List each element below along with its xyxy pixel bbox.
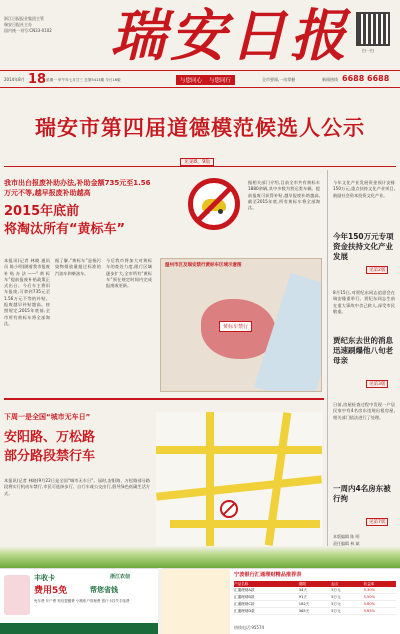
ad-table-cell: 5万元	[331, 588, 341, 592]
sidebar-item2-text: 8月15日,对贾纪东同志追思会在瑞安隆重举行。贾纪东同志生前在重大事故中舍己救人,深受市民敬重。	[333, 290, 395, 314]
sidebar-item2-ref: 见第3版	[366, 380, 388, 388]
ad-table-cell: 34天	[298, 588, 307, 592]
story1-title-2: 将淘汰所有“黄标车”	[4, 222, 126, 237]
ad-left	[0, 568, 158, 634]
no-entry-icon	[220, 500, 238, 518]
story2-title-2: 部分路段禁行车	[4, 449, 96, 464]
sidebar-divider	[327, 170, 328, 550]
ad-table-cell: 汇通理财A款	[234, 588, 255, 592]
ad-right-logo	[162, 569, 230, 634]
sidebar-item1-title: 今年150万元专项资金扶持文化产业发展	[333, 232, 394, 261]
sidebar-item1-ref: 见第2版	[366, 266, 388, 274]
sidebar-item2-title: 贾纪东去世的消息迅速刷爆他八旬老母亲	[333, 336, 393, 365]
ad-left-slogan: 帮您省钱	[90, 586, 118, 594]
ad-right-table	[234, 581, 396, 615]
headline-ref-text: 见第8、9版	[180, 158, 214, 166]
ad-table-cell: 5.30%	[363, 588, 376, 592]
masthead-title: 瑞安日报	[110, 3, 350, 69]
road-diagram	[156, 412, 322, 546]
ad-left-bank: 浙江农信	[110, 574, 131, 580]
main-headline: 瑞安市第四届道德模范候选人公示	[35, 116, 365, 140]
date-prefix: 2014年8月	[4, 77, 25, 82]
slogan-2: 与您同行	[205, 75, 235, 85]
sidebar-item1-text: 今年文化产业发展资金预计安排150万元,重点扶持文化产业项目,鼓励社会资本投资文化产业。	[333, 180, 395, 198]
ad-left-big: 费用5免	[34, 586, 68, 596]
ad-table-col: 起点	[331, 582, 339, 586]
publisher-line: 瑞安日报社主办	[4, 22, 32, 27]
grass-decoration	[0, 546, 400, 568]
ad-table-cell: 5万元	[331, 609, 341, 613]
date-bar	[0, 70, 400, 88]
sidebar-item3-ref: 见第7版	[366, 518, 388, 526]
ad-card-image	[4, 575, 30, 615]
sidebar-item3-text: 日前,房屋检查过程中发现一户居民家中有4名房东违规出租房屋,相关部门依法进行了处理。	[333, 402, 395, 420]
road	[170, 520, 320, 528]
ad-table-row	[234, 608, 396, 615]
ad-right-title: 宁波银行汇通理财精品推荐表	[234, 572, 302, 578]
ad-table-cell: 5.60%	[363, 602, 376, 606]
story1-col1: 本报讯(记者 林晓 通讯员 陈小明)随着我市报废补贴办法——“黄标车”提前报废补贴政策正式出台。今后车主将旧车报废,可拿到735元至1.56万元不等的补贴。报废越早补贴越高。按照规定,2015年底前,全市所有黄标车将全部淘汰。	[4, 258, 50, 326]
map-title: 温州市区及瑞安禁行黄标车区域示意图	[165, 263, 242, 268]
ad-table-row	[234, 601, 396, 608]
story2-title-1: 安阳路、万松路	[4, 430, 96, 445]
ad-left-footer	[0, 623, 158, 634]
publisher-line: 浙江日报报业集团主管	[4, 16, 44, 21]
ad-left-title: 丰收卡	[34, 574, 55, 582]
hotline-label: 新闻热线	[322, 77, 338, 82]
map-badge: 黄标车禁行	[219, 321, 252, 332]
masthead	[0, 0, 400, 92]
headline-page-ref	[180, 148, 240, 165]
slogan-1: 与您同心	[176, 75, 206, 85]
road	[156, 446, 322, 454]
qr-caption: 扫一扫	[362, 48, 374, 53]
divider	[4, 398, 324, 400]
story1-title-1: 2015年底前	[4, 204, 80, 219]
ad-right-hotline: 热线电话:95574	[234, 625, 265, 630]
ad-table-row	[234, 594, 396, 601]
ad-table-cell: 汇通理财B款	[234, 595, 255, 599]
no-yellow-car-icon	[188, 178, 240, 230]
qr-code-icon	[356, 12, 390, 46]
ad-table-col: 收益率	[363, 582, 375, 586]
ad-table-row	[234, 587, 396, 594]
ad-table-cell: 5.50%	[363, 595, 376, 599]
editor-credit: 责任编辑 林 斌	[333, 541, 360, 546]
ad-right	[162, 568, 400, 634]
ad-table-cell: 182天	[298, 602, 310, 606]
story2-body: 本报讯(记者 林晓)9月22日是全国“城市无车日”。届时,安阳路、万松路部分路段将实行机动车禁行,市民可选择步行、自行车或公交出行,倡导绿色低碳生活方式。	[4, 478, 150, 496]
editor-credit: 本版编辑 陈 明	[333, 534, 360, 539]
ad-table-cell: 5万元	[331, 595, 341, 599]
hotline-number: 6688 6688	[342, 74, 390, 83]
story1-kicker: 我市出台报废补助办法,补助金额735元至1.56万元不等,越早报废补助越高	[4, 179, 151, 197]
ad-table-cell: 汇通理财D款	[234, 609, 255, 613]
ad-table-col: 期限	[298, 582, 306, 586]
date-day: 18	[28, 72, 47, 87]
ad-table-cell: 汇通理财C款	[234, 602, 255, 606]
slogan-right: 全市要闻,一站掌握	[262, 77, 296, 82]
story1-col2: 据了解,“黄标车”是指污染物排放量超过标准的汽油车和柴油车。	[55, 258, 101, 276]
publisher-info	[4, 16, 74, 34]
divider	[4, 166, 396, 167]
story1-col3: 今后我市将加大对黄标车的查处力度,限行区域逐步扩大,全市所有“黄标车”须在规定时间内完成报废或更新。	[106, 258, 152, 289]
ad-table-cell: 365天	[298, 609, 310, 613]
ad-table-cell: 91天	[298, 595, 307, 599]
story1-map	[160, 258, 322, 392]
ad-table-cell: 5.65%	[363, 609, 376, 613]
story1-right-text: 据相关部门介绍,目前全市共有黄标车1880余辆,其中多数为营运类车辆。提前报废可获得补贴,越早报废补助越高,截至2015年底,所有黄标车将全部淘汰。	[248, 180, 320, 211]
ad-table-cell: 5万元	[331, 602, 341, 606]
publisher-line: 国内统一刊号:CN33-0102	[4, 28, 52, 33]
sidebar-item3-title: 一周内4名房东被行拘	[333, 484, 391, 503]
road	[156, 475, 322, 500]
story2-kicker: 下周一是全国“城市无车日”	[4, 413, 91, 421]
date-rest: 星期一 甲午年七月廿三 总第5413期 今日16版	[46, 78, 121, 82]
ad-table-col: 产品名称	[234, 582, 249, 586]
ad-left-fine: 免年费 开户费 短信提醒费 小额账户管理费 银行卡挂失手续费	[34, 599, 130, 603]
